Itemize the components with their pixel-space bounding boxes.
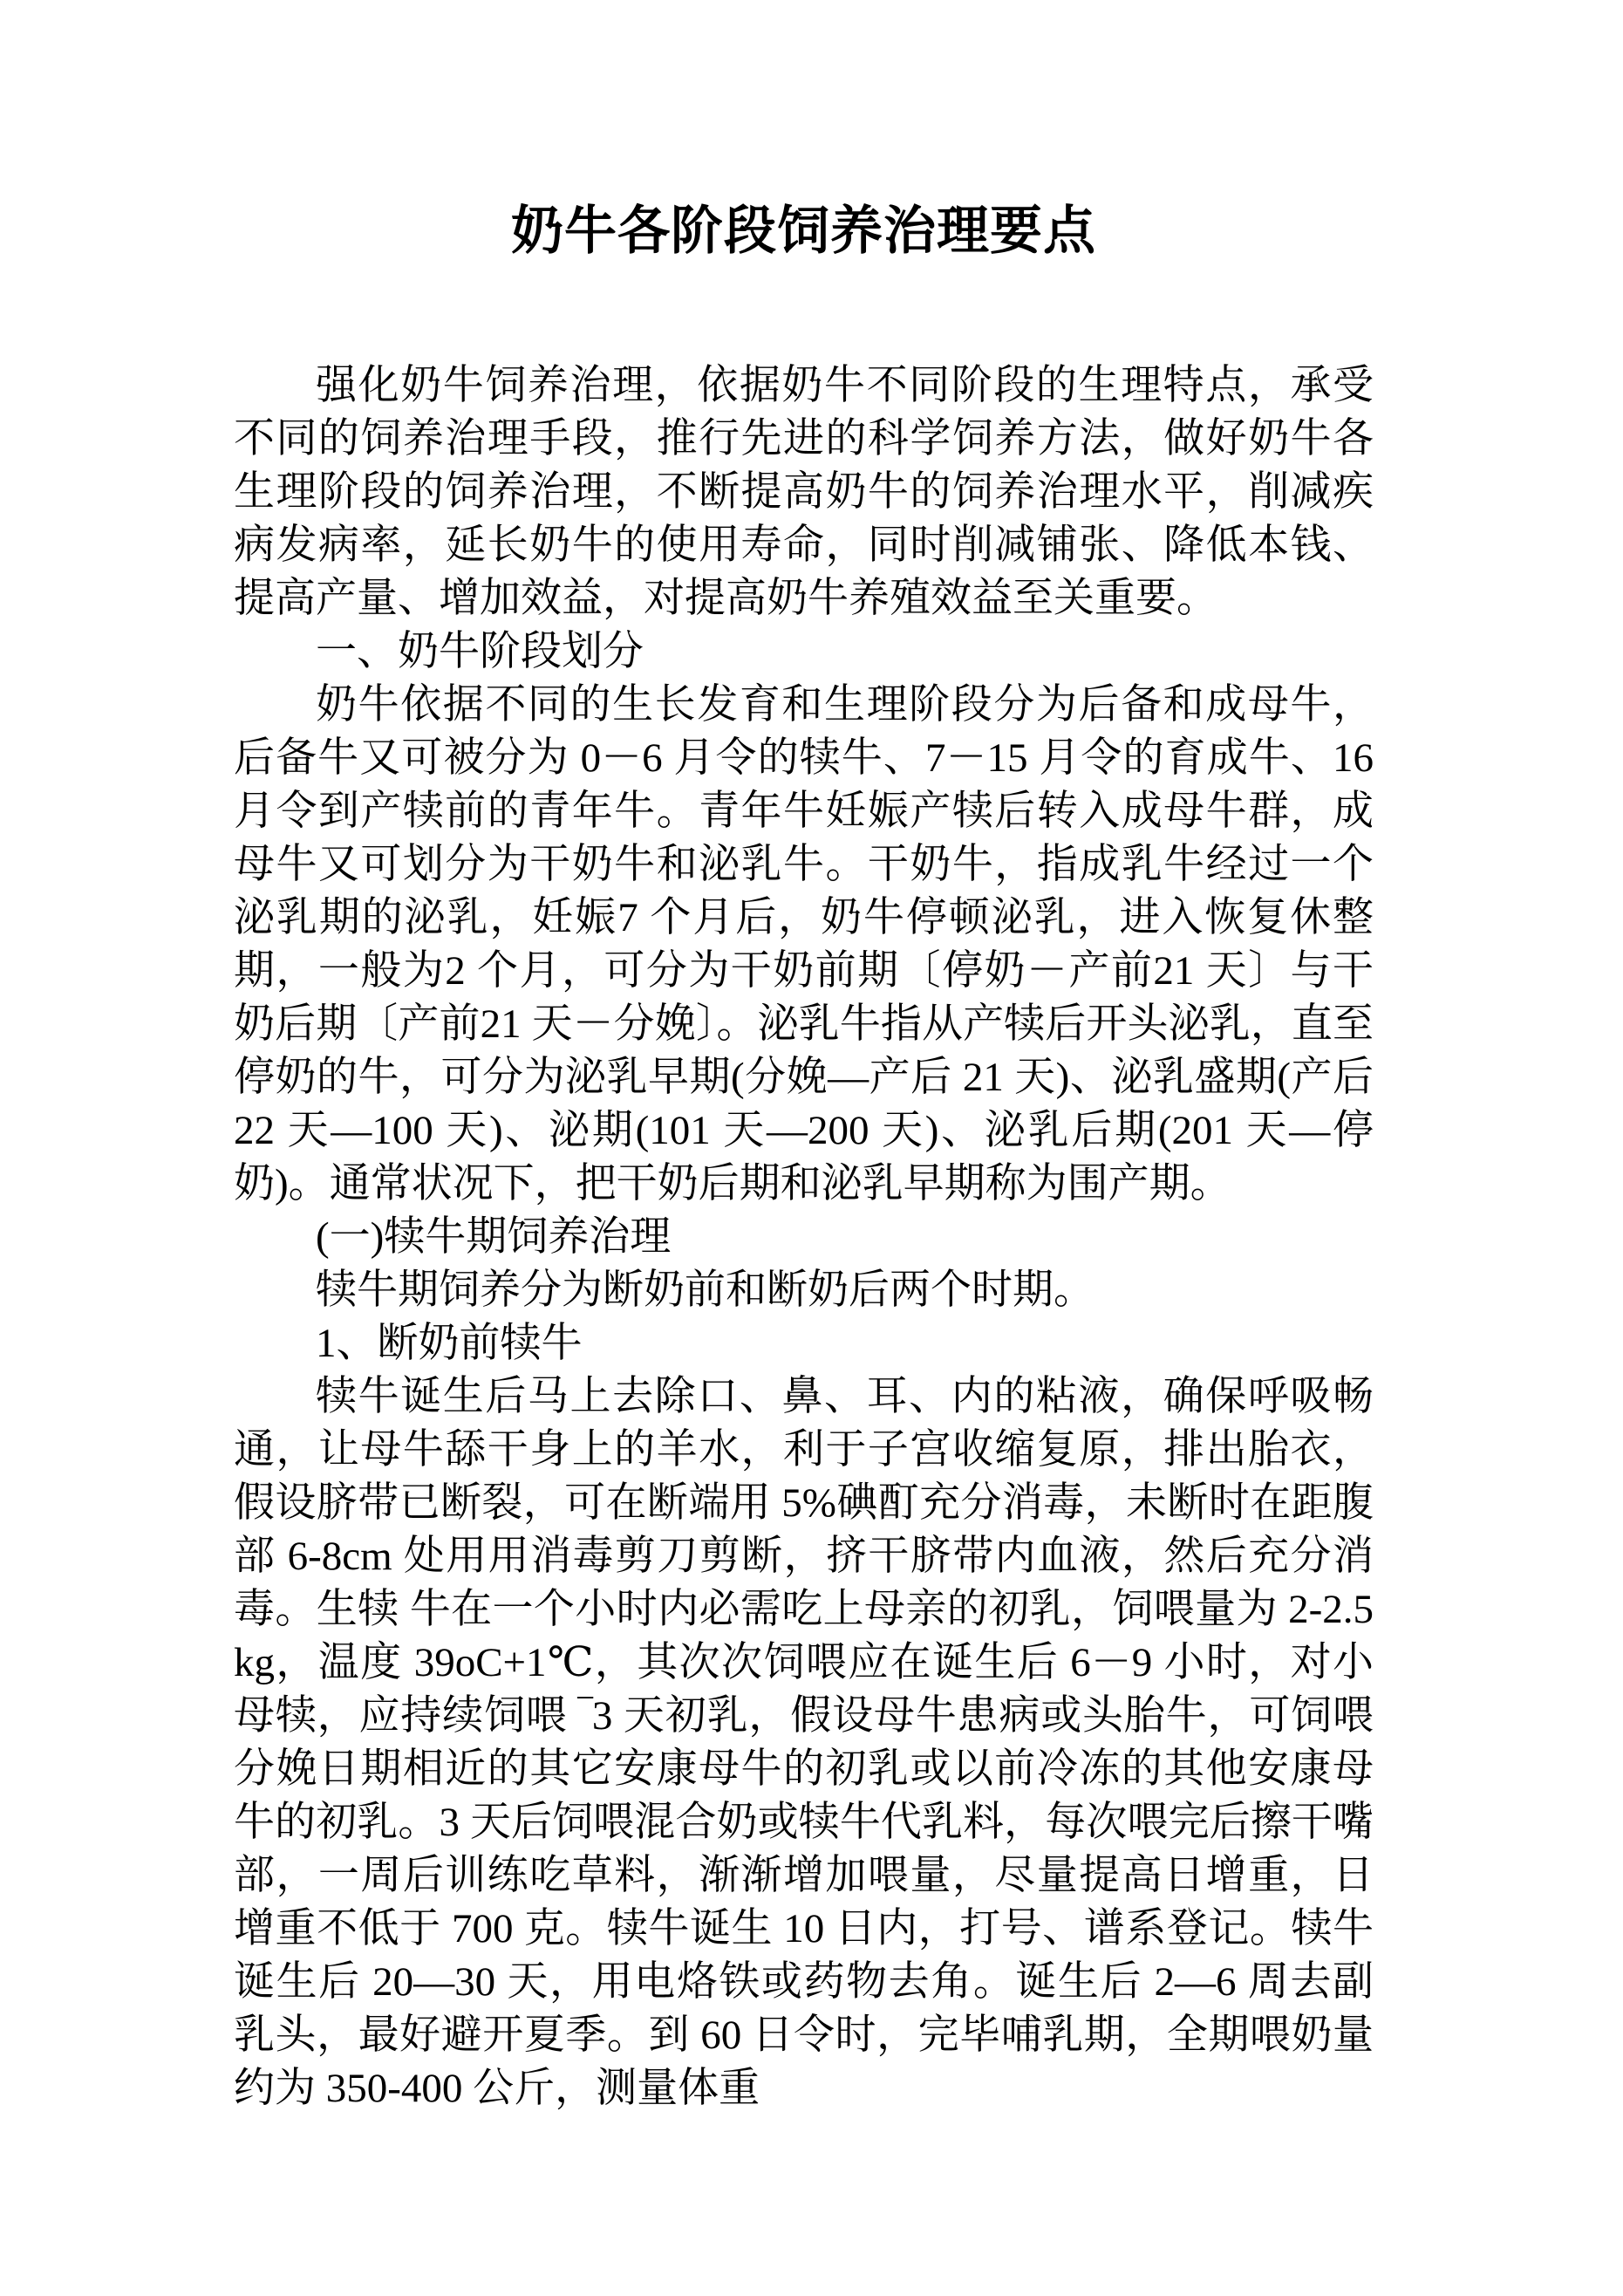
heading-stage-division: 一、奶牛阶段划分: [316, 629, 644, 674]
heading-calf-period: (一)犊牛期饲养治理: [316, 1214, 672, 1260]
paragraph-calf-period-split: 犊牛期饲养分为断奶前和断奶后两个时期。: [316, 1268, 1095, 1313]
paragraph-intro: 强化奶牛饲养治理，依据奶牛不同阶段的生理特点，承受不同的饲养治理手段，推行先进的科学饲养方法，做好奶牛各生理阶段的饲养治理，不断提高奶牛的饲养治理水平，削减疾病发病率，延长奶牛的使用寿命，同时削减铺张、降低本钱、提高产量、增加效益，对提高奶牛养殖效益至关重要。: [234, 363, 1374, 621]
document-content: [234, 201, 1374, 2115]
paragraph-stage-division: 奶牛依据不同的生长发育和生理阶段分为后备和成母牛，后备牛又可被分为 0－6 月令的犊牛、7－15 月令的育成牛、16 月令到产犊前的青年牛。青年牛妊娠产犊后转入成母牛群，成母牛又可划分为干奶牛和泌乳牛。干奶牛，指成乳牛经过一个泌乳期的泌乳，妊娠7 个月后，奶牛停顿泌乳，进入恢复休整期，一般为2 个月，可分为干奶前期〔停奶－产前21 天〕与干奶后期〔产前21 天－分娩〕。泌乳牛指从产犊后开头泌乳，直至停奶的牛，可分为泌乳早期(分娩—产后 21 天)、泌乳盛期(产后 22 天—100 天)、泌期(101 天—200 天)、泌乳后期(201 天—停奶)。通常状况下，把干奶后期和泌乳早期称为围产期。: [234, 682, 1374, 1206]
paragraph-pre-weaning-calf: 犊牛诞生后马上去除口、鼻、耳、内的粘液，确保呼吸畅通，让母牛舔干身上的羊水，利于子宫收缩复原，排出胎衣，假设脐带已断裂，可在断端用 5%碘酊充分消毒，未断时在距腹部 6-8cm 处用用消毒剪刀剪断，挤干脐带内血液，然后充分消毒。生犊 牛在一个小时内必需吃上母亲的初乳，饲喂量为 2-2.5kg，温度 39oC+1℃，其次次饲喂应在诞生后 6－9 小时，对小母犊，应持续饲喂 ‾3 天初乳，假设母牛患病或头胎牛，可饲喂分娩日期相近的其它安康母牛的初乳或以前冷冻的其他安康母牛的初乳。3 天后饲喂混合奶或犊牛代乳料，每次喂完后擦干嘴部，一周后训练吃草料，渐渐增加喂量，尽量提高日增重，日增重不低于 700 克。犊牛诞生 10 日内，打号、谱系登记。犊牛诞生后 20—30 天，用电烙铁或药物去角。诞生后 2—6 周去副乳头，最好避开夏季。到 60 日令时，完毕哺乳期，全期喂奶量约为 350-400 公斤，测量体重: [234, 1374, 1374, 2111]
document-title: 奶牛各阶段饲养治理要点: [511, 201, 1096, 262]
heading-pre-weaning-calf: 1、断奶前犊牛: [316, 1321, 583, 1366]
